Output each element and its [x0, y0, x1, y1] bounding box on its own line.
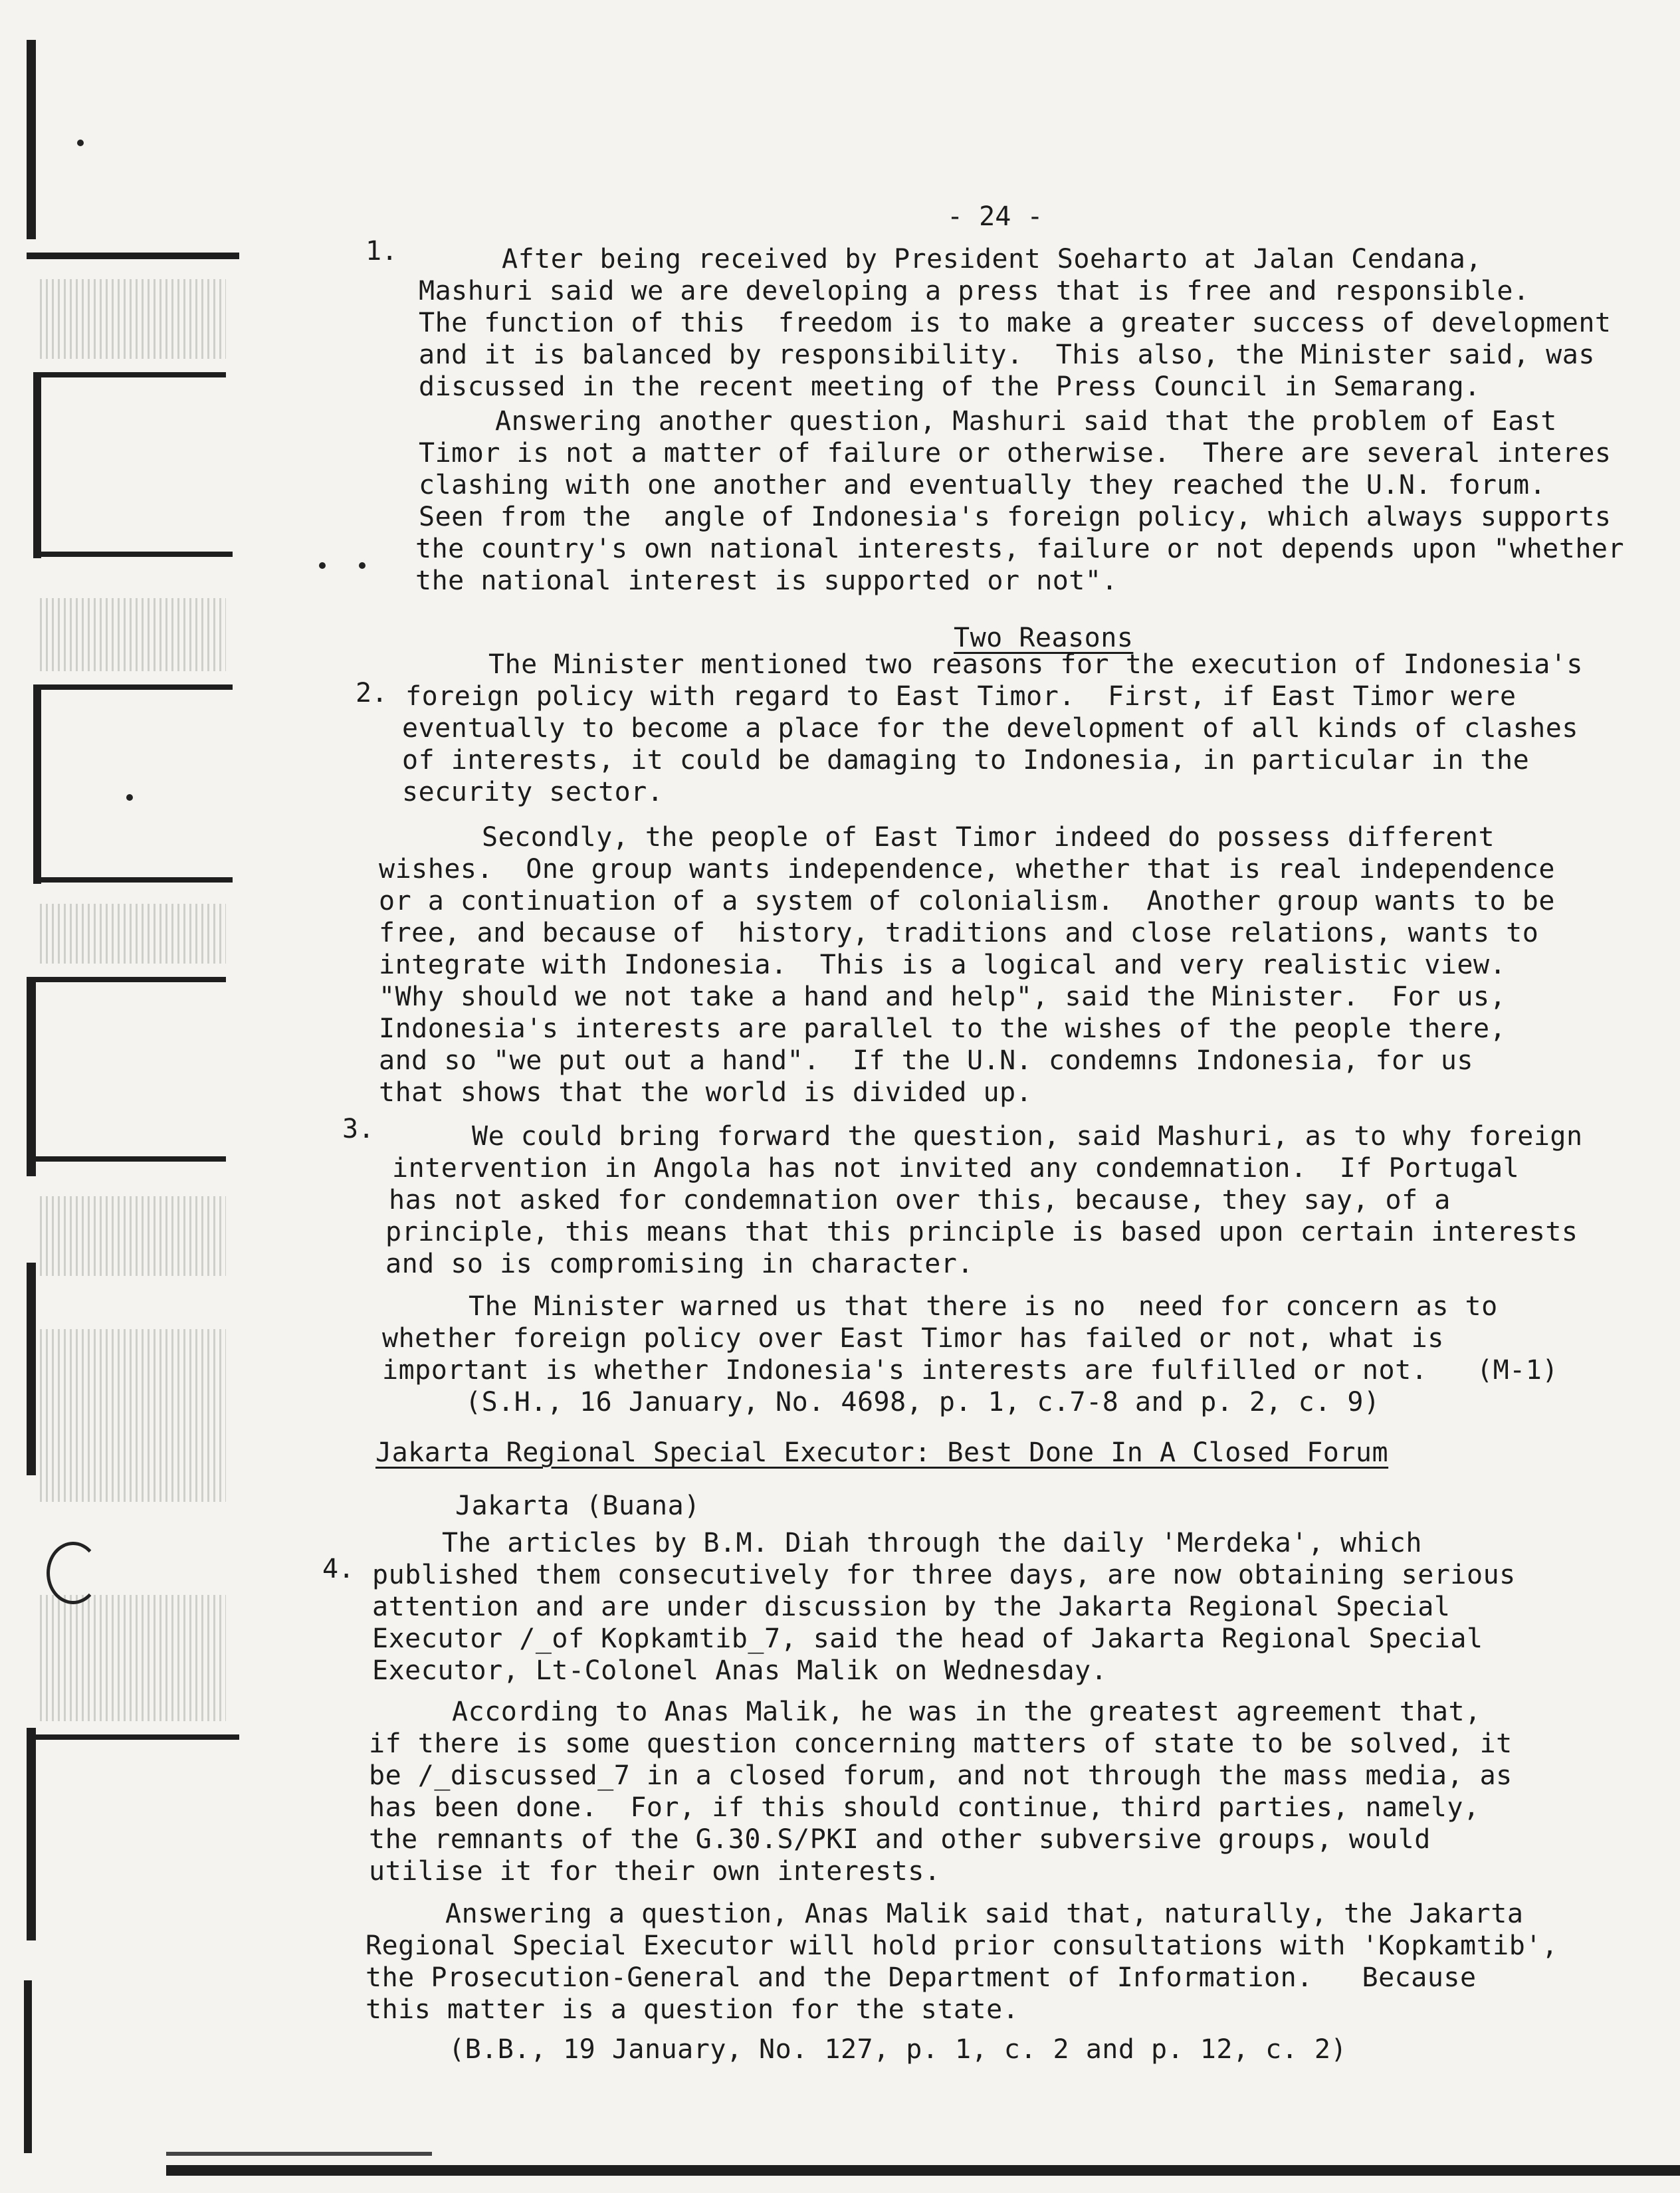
text-line: After being received by President Soeharto at Jalan Cendana, [502, 244, 1482, 274]
text-line: intervention in Angola has not invited any condemnation. If Portugal [392, 1153, 1520, 1184]
text-line: free, and because of history, traditions and close relations, wants to [379, 918, 1539, 948]
paragraph-number: 4. [322, 1554, 355, 1584]
binding-strip [0, 0, 239, 2193]
page-edge [166, 2165, 1680, 2176]
text-line: "Why should we not take a hand and help", said the Minister. For us, [379, 982, 1507, 1012]
text-line: principle, this means that this principle is based upon certain interests [385, 1217, 1578, 1247]
text-line: (B.B., 19 January, No. 127, p. 1, c. 2 and p. 12, c. 2) [449, 2034, 1348, 2065]
text-line: whether foreign policy over East Timor has failed or not, what is [382, 1323, 1444, 1354]
text-line: of interests, it could be damaging to Indonesia, in particular in the [402, 745, 1530, 776]
text-line: Executor /_of Kopkamtib_7, said the head of Jakarta Regional Special [372, 1623, 1483, 1654]
text-line: (S.H., 16 January, No. 4698, p. 1, c.7-8 and p. 2, c. 9) [465, 1387, 1380, 1417]
text-line: important is whether Indonesia's interests are fulfilled or not. (M-1) [382, 1355, 1558, 1386]
text-line: be /_discussed_7 in a closed forum, and not through the mass media, as [369, 1760, 1513, 1791]
page-edge [166, 2152, 432, 2156]
text-line: has not asked for condemnation over this, because, they say, of a [389, 1185, 1451, 1215]
text-line: Mashuri said we are developing a press that is free and responsible. [419, 276, 1530, 306]
text-line: Secondly, the people of East Timor indeed do possess different [482, 822, 1495, 853]
text-line: this matter is a question for the state. [366, 1994, 1019, 2025]
text-line: Seen from the angle of Indonesia's foreign policy, which always supports [419, 502, 1612, 532]
page-number: - 24 - [947, 201, 1043, 232]
paragraph-number: 3. [342, 1114, 375, 1144]
text-line: wishes. One group wants independence, whether that is real independence [379, 854, 1555, 885]
text-line: if there is some question concerning matters of state to be solved, it [369, 1728, 1513, 1759]
text-line: published them consecutively for three days, are now obtaining serious [372, 1560, 1516, 1590]
text-line: foreign policy with regard to East Timor. First, if East Timor were [405, 681, 1517, 712]
text-line: the country's own national interests, failure or not depends upon "whether [415, 534, 1625, 564]
text-line: Executor, Lt-Colonel Anas Malik on Wednesday. [372, 1655, 1108, 1686]
text-line: Answering another question, Mashuri said that the problem of East [495, 406, 1557, 437]
text-line: clashing with one another and eventually they reached the U.N. forum. [419, 470, 1546, 500]
text-line: The Minister warned us that there is no need for concern as to [469, 1291, 1498, 1322]
text-line: Indonesia's interests are parallel to the wishes of the people there, [379, 1013, 1507, 1044]
text-line: attention and are under discussion by the Jakarta Regional Special [372, 1592, 1451, 1622]
text-line: The articles by B.M. Diah through the daily 'Merdeka', which [442, 1528, 1422, 1558]
text-line: eventually to become a place for the development of all kinds of clashes [402, 713, 1578, 744]
text-line: utilise it for their own interests. [369, 1856, 941, 1887]
text-line: and it is balanced by responsibility. This also, the Minister said, was [419, 340, 1595, 370]
text-line: Regional Special Executor will hold prior consultations with 'Kopkamtib', [366, 1931, 1558, 1961]
text-line: security sector. [402, 777, 664, 807]
text-line: The Minister mentioned two reasons for the execution of Indonesia's [488, 649, 1583, 680]
text-line: Jakarta (Buana) [455, 1491, 700, 1521]
text-line: or a continuation of a system of colonialism. Another group wants to be [379, 886, 1555, 916]
text-line: According to Anas Malik, he was in the greatest agreement that, [452, 1697, 1481, 1727]
paragraph-number: 2. [356, 678, 388, 708]
section-heading: Jakarta Regional Special Executor: Best Done In A Closed Forum [375, 1437, 1389, 1468]
text-line: has been done. For, if this should continue, third parties, namely, [369, 1792, 1480, 1823]
text-line: and so is compromising in character. [385, 1249, 974, 1279]
text-line: Timor is not a matter of failure or otherwise. There are several interes [419, 438, 1612, 469]
text-line: We could bring forward the question, said Mashuri, as to why foreign [472, 1121, 1583, 1152]
text-line: the national interest is supported or not". [415, 566, 1118, 596]
text-line: and so "we put out a hand". If the U.N. condemns Indonesia, for us [379, 1045, 1473, 1076]
text-line: Answering a question, Anas Malik said that, naturally, the Jakarta [445, 1899, 1524, 1929]
paragraph-number: 1. [366, 236, 398, 266]
text-line: integrate with Indonesia. This is a logical and very realistic view. [379, 950, 1507, 980]
text-line: discussed in the recent meeting of the Press Council in Semarang. [419, 371, 1481, 402]
section-heading: Two Reasons [954, 623, 1134, 653]
text-line: the remnants of the G.30.S/PKI and other subversive groups, would [369, 1824, 1431, 1855]
text-line: the Prosecution-General and the Department of Information. Because [366, 1962, 1477, 1993]
text-line: The function of this freedom is to make a greater success of development [419, 308, 1612, 338]
text-line: that shows that the world is divided up. [379, 1077, 1033, 1108]
